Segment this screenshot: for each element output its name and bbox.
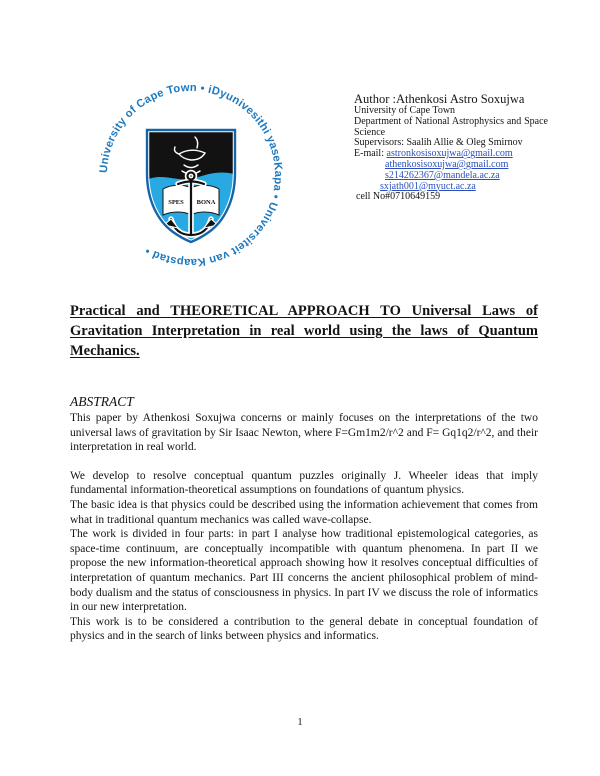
motto-bona: BONA xyxy=(196,199,216,206)
abstract-paragraph-2: We develop to resolve conceptual quantum puzzles originally J. Wheeler ideas that imply fundamental information-theoretical assumptions on foundations of quantum physics. xyxy=(70,469,538,497)
logo-ring-text: University of Cape Town • iDyunivesithi yaseKapa • Universiteit van Kaapstad • xyxy=(97,81,285,269)
email-link-4[interactable]: sxjath001@myuct.ac.za xyxy=(380,180,476,192)
email-label: E-mail: xyxy=(354,148,384,160)
author-line: Author :Athenkosi Astro Soxujwa xyxy=(354,92,525,106)
email-link-3[interactable]: s214262367@mandela.ac.za xyxy=(385,169,500,181)
author-university: University of Cape Town xyxy=(354,105,456,116)
uct-shield-icon xyxy=(141,130,241,252)
paper-title: Practical and THEORETICAL APPROACH TO Universal Laws of Gravitation Interpretation in real world using the laws of Quantum Mechanics. xyxy=(70,303,538,359)
abstract-section xyxy=(70,393,538,644)
motto-spes: SPES xyxy=(168,199,184,206)
abstract-heading: ABSTRACT xyxy=(70,394,134,409)
cell-number: cell No#0710649159 xyxy=(356,191,441,203)
uct-logo xyxy=(85,76,297,278)
abstract-paragraph-3: The basic idea is that physics could be described using the information achievement that comes from what in traditional quantum mechanics was called wave-collapse. xyxy=(70,498,538,526)
page-number: 1 xyxy=(297,717,303,728)
uct-logo-svg xyxy=(85,76,297,278)
email-link-2[interactable]: athenkosisoxujwa@gmail.com xyxy=(385,158,509,170)
author-department: Department of National Astrophysics and Space Science xyxy=(354,115,548,138)
abstract-paragraph-1: This paper by Athenkosi Soxujwa concerns or mainly focuses on the interpretations of the two universal laws of gravitation by Sir Isaac Newton, where F=Gm1m2/r^2 and F= Gq1q2/r^2, and their interpretation in real world. xyxy=(70,412,538,454)
abstract-paragraph-4: The work is divided in four parts: in part I analyse how traditional epistemological categories, as space-time continuum, are conceptually incompatible with quantum phenomena. In part II we propose the new information-theoretical approach showing how it resolves conceptual difficulties of interpretation of quantum mechanics. Part III concerns the ancient philosophical problem of mind-body dualism and the status of consciousness in physics. In part IV we discuss the role of informatics in our new interpretation. xyxy=(70,528,538,614)
abstract-paragraph-5: This work is to be considered a contribution to the general debate in conceptual foundation of physics and in the search of links between physics and informatics. xyxy=(70,615,538,643)
author-supervisors: Supervisors: Saalih Allie & Oleg Smirnov xyxy=(354,137,523,149)
author-block xyxy=(354,92,548,203)
email-link-1[interactable]: astronkosisoxujwa@gmail.com xyxy=(386,148,513,160)
